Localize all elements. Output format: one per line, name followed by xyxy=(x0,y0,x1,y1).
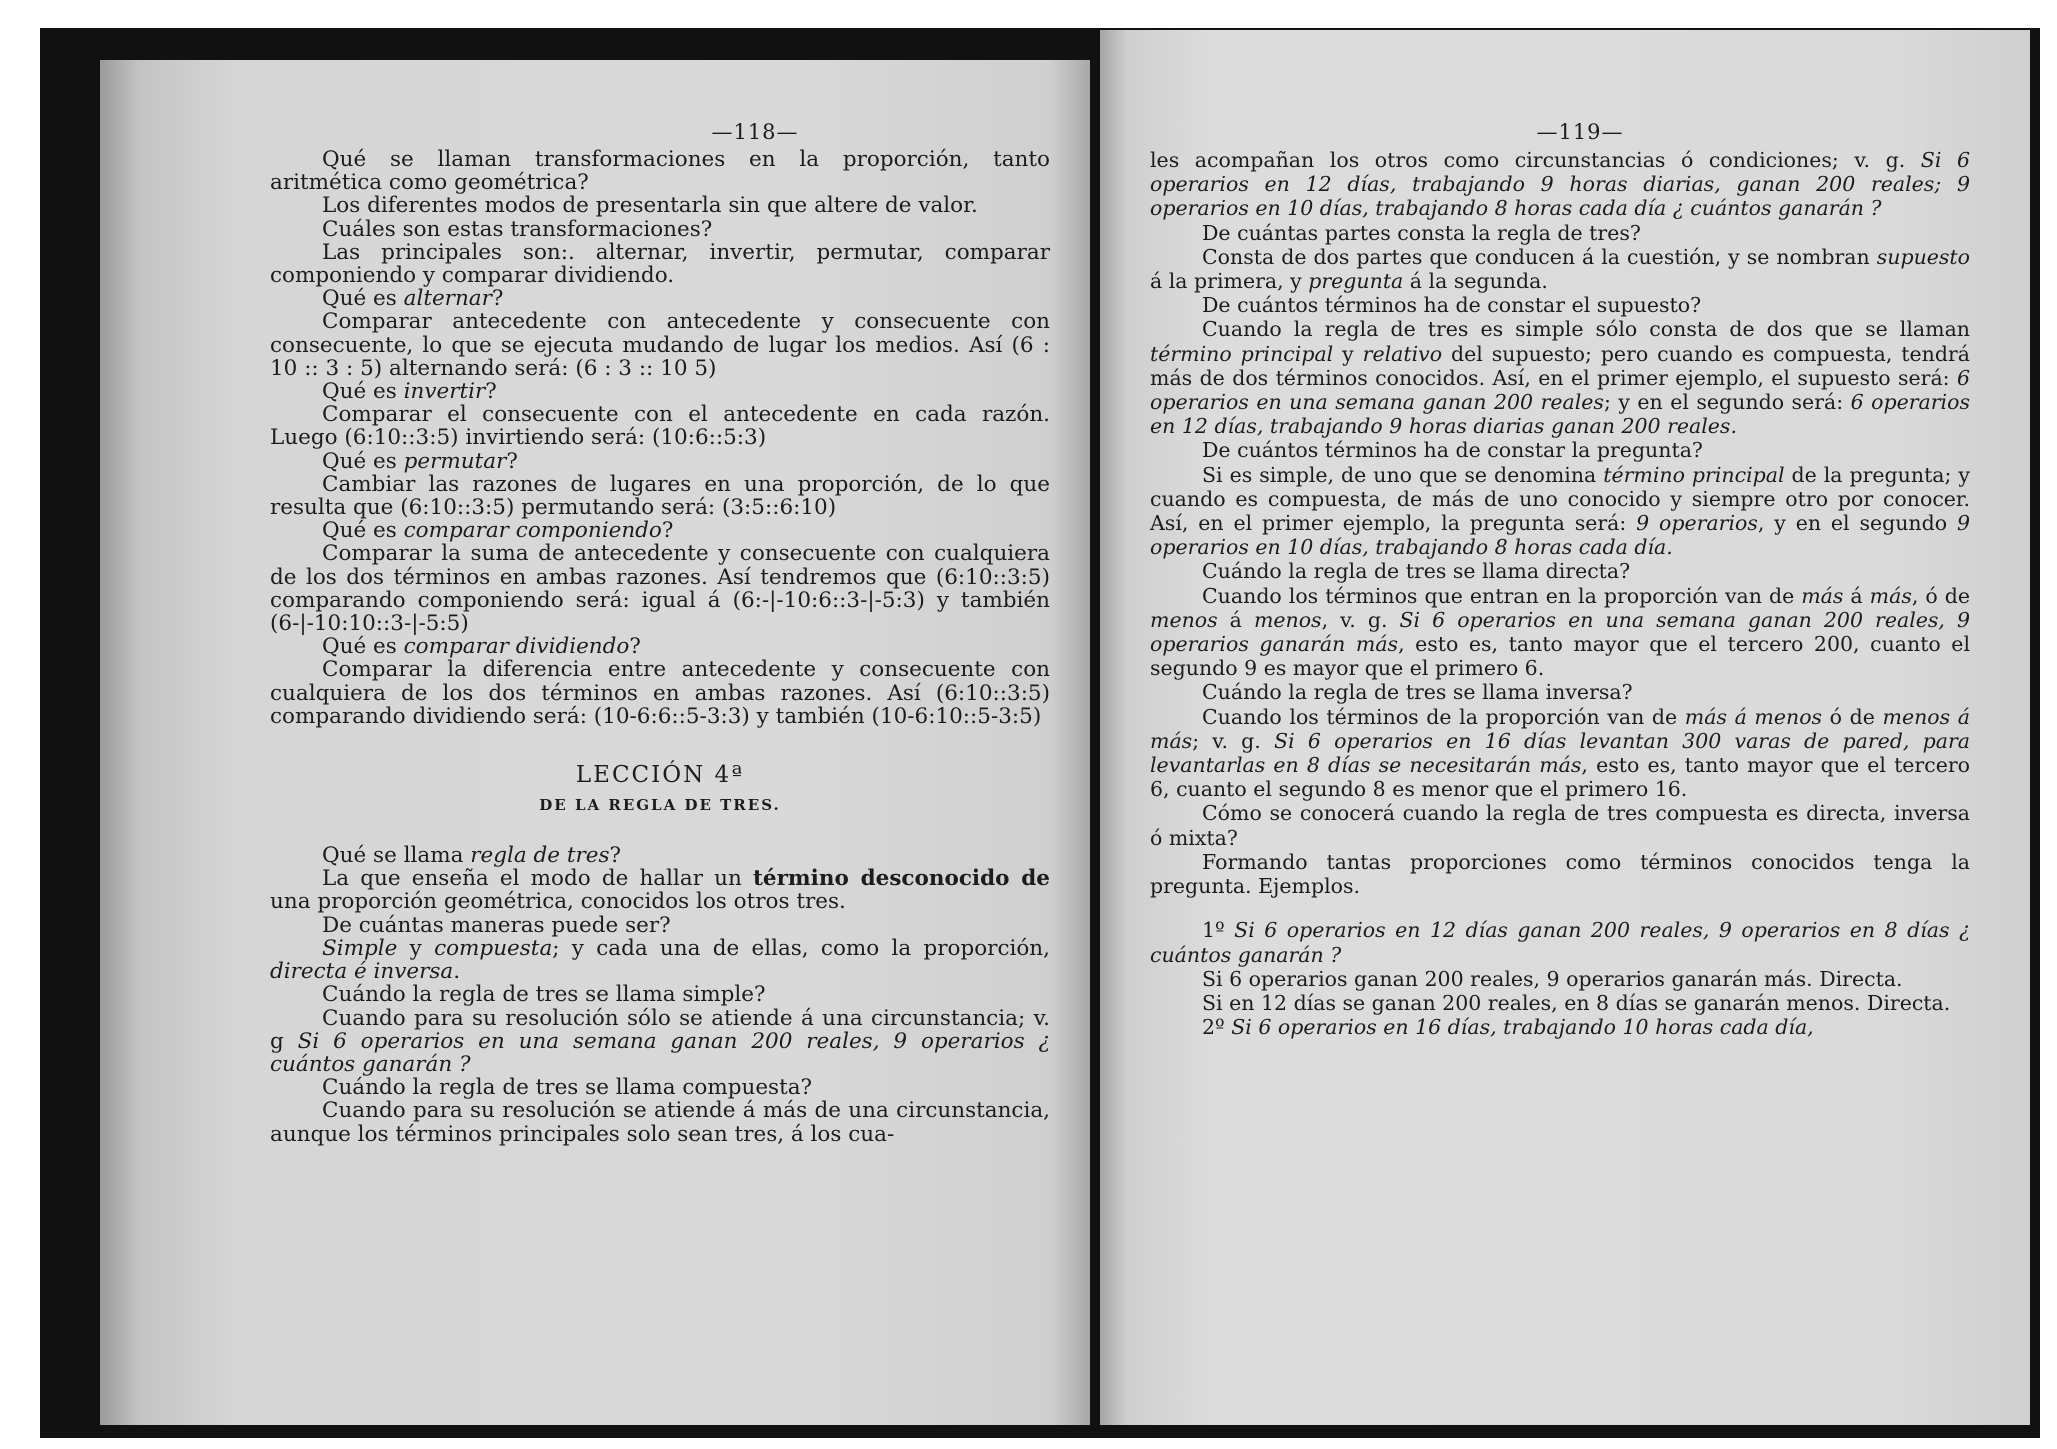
paragraph: Si es simple, de uno que se denomina término principal de la pregunta; y cuando es compuesta, de más de uno conocido y siempre otro por conocer. Así, en el primer ejemplo, la pregunta será: 9 operarios, y en el segundo 9 operarios en 10 días, trabajando 8 horas cada día. xyxy=(1150,462,1970,560)
paragraph: Cuándo la regla de tres se llama directa? xyxy=(1202,559,1631,584)
paragraph: 1º Si 6 operarios en 12 días ganan 200 reales, 9 operarios en 8 días ¿ cuántos ganarán ? xyxy=(1150,918,1970,967)
page-number: —118— xyxy=(711,120,799,144)
paragraph: De cuántos términos ha de constar la pregunta? xyxy=(1202,438,1703,463)
paragraph: Consta de dos partes que conducen á la cuestión, y se nombran supuesto á la primera, y pregunta á la segunda. xyxy=(1150,244,1970,294)
paragraph: Cuáles son estas transformaciones? xyxy=(322,216,713,242)
paragraph: Qué es comparar componiendo? xyxy=(322,518,674,544)
paragraph: De cuántas maneras puede ser? xyxy=(322,912,671,938)
paragraph: Qué se llaman transformaciones en la proporción, tanto aritmética como geométrica? xyxy=(270,147,1050,196)
paragraph: Cuando los términos que entran en la proporción van de más á más, ó de menos á menos, v. g. Si 6 operarios en una semana ganan 200 reales, 9 operarios ganarán más, esto es, tanto mayor que el tercero 200, cuanto el segundo 9 es mayor que el primero 6. xyxy=(1150,583,1970,681)
paragraph: 2º Si 6 operarios en 16 días, trabajando 10 horas cada día, xyxy=(1202,1015,1814,1040)
open-book xyxy=(40,28,2040,1438)
lesson-title: LECCIÓN 4ª xyxy=(575,762,745,789)
paragraph: Qué es comparar dividiendo? xyxy=(322,634,641,660)
paragraph: Si 6 operarios ganan 200 reales, 9 operarios ganarán más. Directa. xyxy=(1202,966,1903,991)
left-page-text xyxy=(270,148,1050,728)
left-page-text-2 xyxy=(270,844,1050,1146)
paragraph: Comparar la diferencia entre antecedente y consecuente con cualquiera de los dos términos en ambas razones. Así (6:10::3:5) comparando dividiendo será: (10-6:6::5-3:3) y también (10-6:10::5-3:5) xyxy=(270,657,1050,729)
paragraph: Cuando para su resolución se atiende á más de una circunstancia, aunque los términos principales solo sean tres, á los cua- xyxy=(270,1098,1050,1147)
examples xyxy=(1150,918,1970,1039)
paragraph: Los diferentes modos de presentarla sin que altere de valor. xyxy=(322,193,978,219)
paragraph: Cuando los términos de la proporción van de más á menos ó de menos á más; v. g. Si 6 operarios en 16 días levantan 300 varas de pared, para levantarlas en 8 días se necesitarán más, esto es, tanto mayor que el tercero 6, cuanto el segundo 8 es menor que el primero 16. xyxy=(1150,704,1970,802)
right-page xyxy=(1100,30,2030,1425)
paragraph: De cuántos términos ha de constar el supuesto? xyxy=(1202,293,1702,318)
paragraph: Cuándo la regla de tres se llama simple? xyxy=(322,982,766,1008)
paragraph: La que enseña el modo de hallar un término desconocido de una proporción geométrica, conocidos los otros tres. xyxy=(270,866,1050,915)
paragraph: Formando tantas proporciones como términos conocidos tenga la pregunta. Ejemplos. xyxy=(1150,849,1970,899)
paragraph: Cuando la regla de tres es simple sólo consta de dos que se llaman término principal y relativo del supuesto; pero cuando es compuesta, tendrá más de dos términos conocidos. Así, en el primer ejemplo, el supuesto será: 6 operarios en una semana ganan 200 reales; y en el segundo será: 6 operarios en 12 días, trabajando 9 horas diarias ganan 200 reales. xyxy=(1150,317,1970,439)
left-page xyxy=(100,60,1090,1425)
paragraph: Si en 12 días se ganan 200 reales, en 8 días se ganarán menos. Directa. xyxy=(1202,990,1951,1015)
paragraph: Simple y compuesta; y cada una de ellas, como la proporción, directa é inversa. xyxy=(270,935,1050,985)
right-page-text xyxy=(1150,148,1970,898)
paragraph: Cómo se conocerá cuando la regla de tres compuesta es directa, inversa ó mixta? xyxy=(1150,801,1970,850)
paragraph: Comparar el consecuente con el antecedente en cada razón. Luego (6:10::3:5) invirtiendo será: (10:6::5:3) xyxy=(270,402,1050,451)
paragraph: Cuando para su resolución sólo se atiende á una circunstancia; v. g Si 6 operarios en una semana ganan 200 reales, 9 operarios ¿ cuántos ganarán ? xyxy=(270,1005,1050,1077)
paragraph: Cuándo la regla de tres se llama inversa? xyxy=(1202,680,1633,705)
lesson-subtitle: DE LA REGLA DE TRES. xyxy=(539,796,781,815)
paragraph: Las principales son:. alternar, invertir, permutar, comparar componiendo y comparar dividiendo. xyxy=(270,239,1050,289)
paragraph: Cuándo la regla de tres se llama compuesta? xyxy=(322,1075,813,1101)
paragraph: les acompañan los otros como circunstancias ó condiciones; v. g. Si 6 operarios en 12 días, trabajando 9 horas diarias, ganan 200 reales; 9 operarios en 10 días, trabajando 8 horas cada día ¿ cuántos ganarán ? xyxy=(1150,148,1970,221)
paragraph: Qué es invertir? xyxy=(322,379,497,405)
paragraph: Qué es alternar? xyxy=(322,286,504,312)
page-number: —119— xyxy=(1536,120,1624,144)
paragraph: Cambiar las razones de lugares en una proporción, de lo que resulta que (6:10::3:5) permutando será: (3:5::6:10) xyxy=(270,471,1050,521)
paragraph: Qué es permutar? xyxy=(322,448,518,474)
paragraph: Comparar la suma de antecedente y consecuente con cualquiera de los dos términos en ambas razones. Así tendremos que (6:10::3:5) comparando componiendo será: igual á (6:-|-10:6::3-|-5:3) y también (6-|-10:10::3-|-5:5) xyxy=(270,541,1050,637)
paragraph: De cuántas partes consta la regla de tres? xyxy=(1202,220,1641,245)
paragraph: Qué se llama regla de tres? xyxy=(322,843,622,869)
paragraph: Comparar antecedente con antecedente y consecuente con consecuente, lo que se ejecuta mudando de lugar los medios. Así (6 : 10 :: 3 : 5) alternando será: (6 : 3 :: 10 5) xyxy=(270,309,1050,381)
